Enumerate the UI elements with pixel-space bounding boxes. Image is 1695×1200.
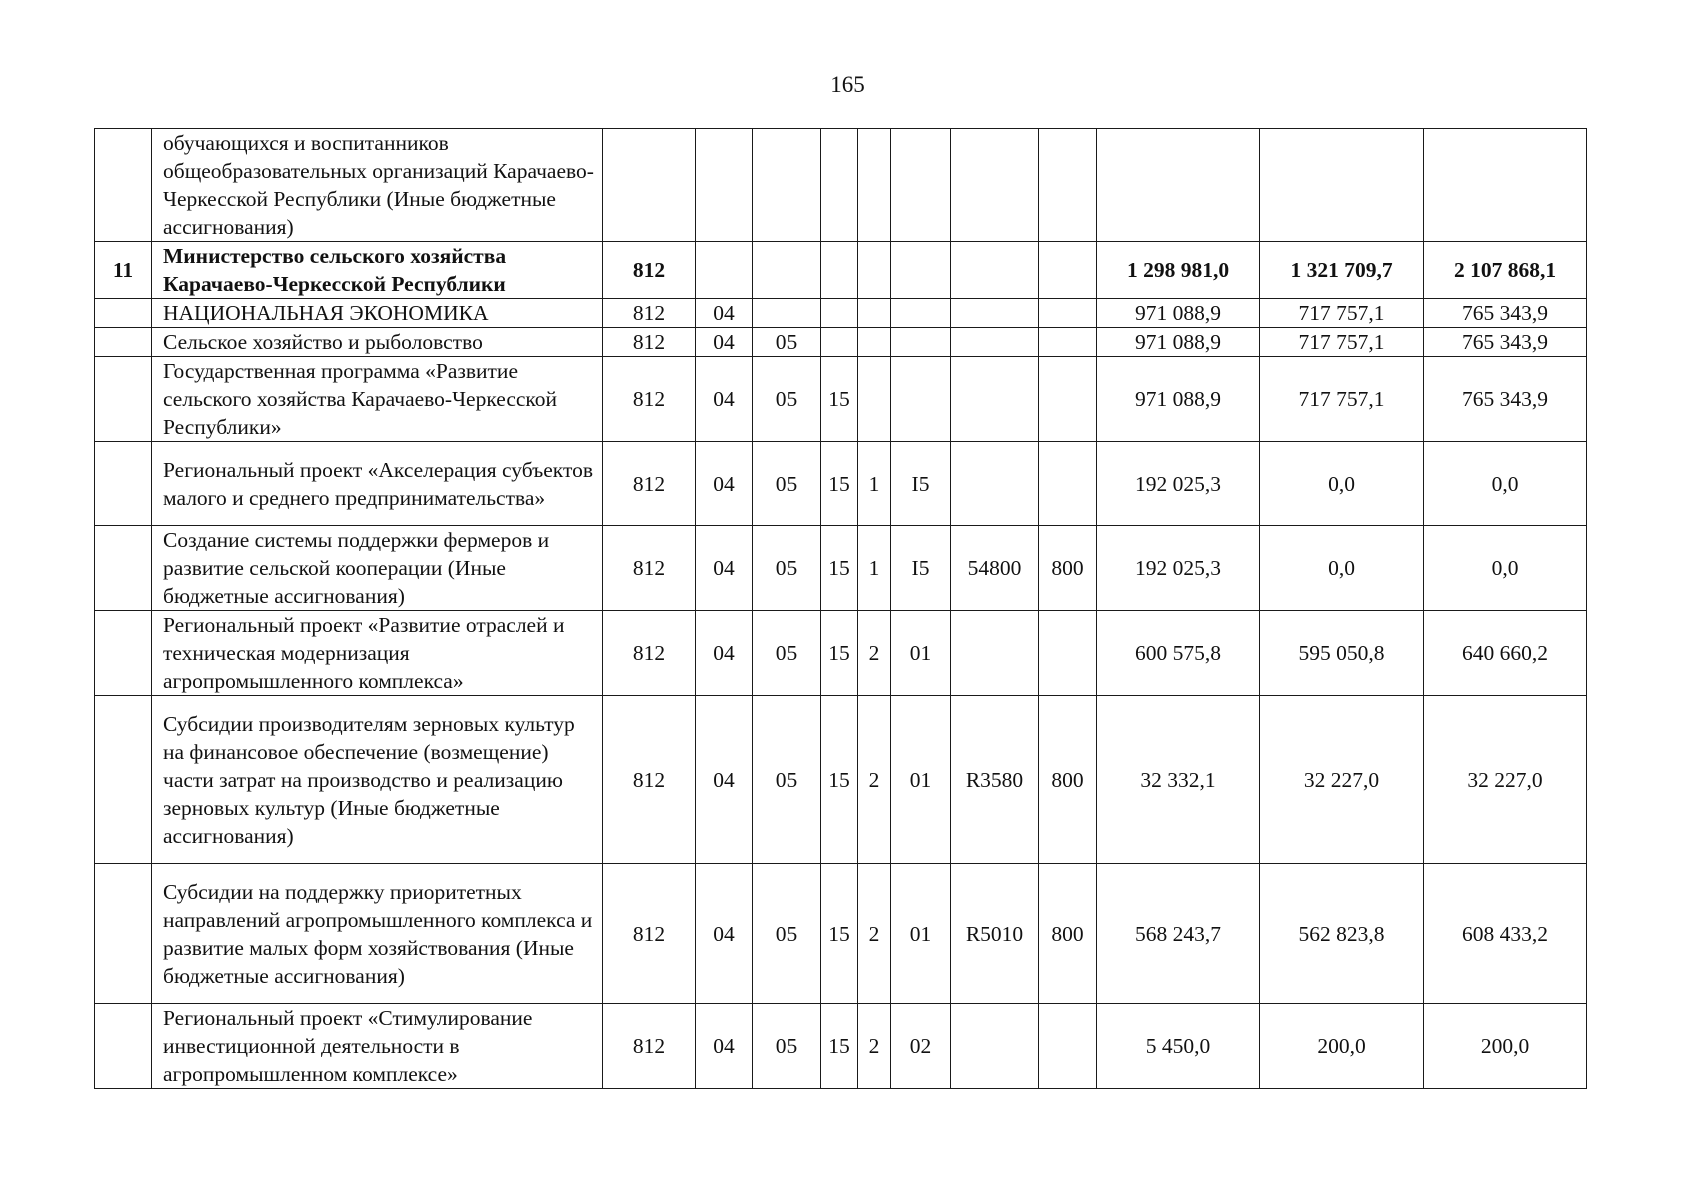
code-program: 15: [821, 696, 858, 864]
code-direction: R3580: [951, 696, 1039, 864]
amount-year-3: 608 433,2: [1424, 864, 1587, 1004]
row-name: Государственная программа «Развитие сельского хозяйства Карачаево-Черкесской Республики»: [152, 357, 603, 442]
table-row: [95, 242, 1587, 299]
code-ved: 812: [603, 864, 696, 1004]
code-direction: [951, 328, 1039, 357]
code-section: 04: [696, 328, 753, 357]
code-subprogram: [858, 357, 891, 442]
code-program: 15: [821, 526, 858, 611]
amount-year-3: 32 227,0: [1424, 696, 1587, 864]
code-subprogram: 1: [858, 442, 891, 526]
code-section: 04: [696, 357, 753, 442]
code-expense-type: [1039, 129, 1097, 242]
code-expense-type: [1039, 242, 1097, 299]
amount-year-3: 765 343,9: [1424, 299, 1587, 328]
code-subsection: [753, 129, 821, 242]
code-section: 04: [696, 696, 753, 864]
row-name: Региональный проект «Развитие отраслей и техническая модернизация агропромышленного комплекса»: [152, 611, 603, 696]
code-program: 15: [821, 1004, 858, 1089]
code-subsection: 05: [753, 328, 821, 357]
code-section: [696, 242, 753, 299]
code-direction: [951, 611, 1039, 696]
code-expense-type: [1039, 357, 1097, 442]
code-ved: 812: [603, 696, 696, 864]
code-direction: 54800: [951, 526, 1039, 611]
code-program: 15: [821, 442, 858, 526]
row-number: [95, 129, 152, 242]
row-number: [95, 526, 152, 611]
row-name: Субсидии на поддержку приоритетных направлений агропромышленного комплекса и развитие малых форм хозяйствования (Иные бюджетные ассигнования): [152, 864, 603, 1004]
row-number: [95, 611, 152, 696]
code-section: 04: [696, 299, 753, 328]
code-expense-type: [1039, 611, 1097, 696]
amount-year-3: 640 660,2: [1424, 611, 1587, 696]
amount-year-1: 192 025,3: [1097, 526, 1260, 611]
table-row: [95, 696, 1587, 864]
amount-year-1: [1097, 129, 1260, 242]
amount-year-2: 595 050,8: [1260, 611, 1424, 696]
table-row: [95, 864, 1587, 1004]
code-direction: [951, 299, 1039, 328]
code-ved: 812: [603, 1004, 696, 1089]
code-program: [821, 242, 858, 299]
table-row: [95, 299, 1587, 328]
code-ved: 812: [603, 242, 696, 299]
row-number: [95, 442, 152, 526]
table-row: [95, 611, 1587, 696]
code-project: 01: [891, 864, 951, 1004]
code-program: 15: [821, 357, 858, 442]
row-number: 11: [95, 242, 152, 299]
code-subprogram: [858, 242, 891, 299]
code-expense-type: [1039, 442, 1097, 526]
amount-year-3: [1424, 129, 1587, 242]
code-program: 15: [821, 611, 858, 696]
row-number: [95, 1004, 152, 1089]
code-subprogram: 2: [858, 696, 891, 864]
amount-year-1: 971 088,9: [1097, 328, 1260, 357]
amount-year-2: 0,0: [1260, 442, 1424, 526]
code-section: [696, 129, 753, 242]
row-number: [95, 328, 152, 357]
code-project: 01: [891, 611, 951, 696]
code-subprogram: [858, 328, 891, 357]
row-name: Региональный проект «Стимулирование инвестиционной деятельности в агропромышленном комплексе»: [152, 1004, 603, 1089]
row-name: НАЦИОНАЛЬНАЯ ЭКОНОМИКА: [152, 299, 603, 328]
table-row: [95, 328, 1587, 357]
code-project: [891, 328, 951, 357]
code-project: 01: [891, 696, 951, 864]
code-direction: [951, 357, 1039, 442]
amount-year-1: 5 450,0: [1097, 1004, 1260, 1089]
code-expense-type: [1039, 328, 1097, 357]
code-ved: 812: [603, 357, 696, 442]
page-bottom-margin: [0, 1170, 1695, 1171]
code-subsection: 05: [753, 864, 821, 1004]
code-section: 04: [696, 442, 753, 526]
amount-year-3: 200,0: [1424, 1004, 1587, 1089]
code-subsection: 05: [753, 696, 821, 864]
code-ved: 812: [603, 442, 696, 526]
code-expense-type: 800: [1039, 526, 1097, 611]
page-number: 165: [830, 72, 865, 97]
code-section: 04: [696, 611, 753, 696]
code-project: I5: [891, 526, 951, 611]
amount-year-1: 600 575,8: [1097, 611, 1260, 696]
row-name: Создание системы поддержки фермеров и развитие сельской кооперации (Иные бюджетные ассигнования): [152, 526, 603, 611]
code-subsection: [753, 242, 821, 299]
code-direction: [951, 242, 1039, 299]
amount-year-1: 192 025,3: [1097, 442, 1260, 526]
row-name: Субсидии производителям зерновых культур на финансовое обеспечение (возмещение) части затрат на производство и реализацию зерновых культур (Иные бюджетные ассигнования): [152, 696, 603, 864]
code-expense-type: [1039, 1004, 1097, 1089]
amount-year-2: 717 757,1: [1260, 299, 1424, 328]
amount-year-3: 0,0: [1424, 442, 1587, 526]
code-ved: 812: [603, 328, 696, 357]
amount-year-3: 765 343,9: [1424, 328, 1587, 357]
row-number: [95, 864, 152, 1004]
code-project: [891, 299, 951, 328]
amount-year-1: 971 088,9: [1097, 357, 1260, 442]
code-direction: [951, 129, 1039, 242]
amount-year-2: 1 321 709,7: [1260, 242, 1424, 299]
code-expense-type: [1039, 299, 1097, 328]
code-project: [891, 129, 951, 242]
amount-year-2: 717 757,1: [1260, 357, 1424, 442]
amount-year-2: 717 757,1: [1260, 328, 1424, 357]
code-ved: 812: [603, 611, 696, 696]
code-subsection: 05: [753, 611, 821, 696]
code-expense-type: 800: [1039, 696, 1097, 864]
amount-year-2: [1260, 129, 1424, 242]
code-subsection: 05: [753, 442, 821, 526]
code-ved: [603, 129, 696, 242]
amount-year-2: 562 823,8: [1260, 864, 1424, 1004]
amount-year-3: 765 343,9: [1424, 357, 1587, 442]
code-subsection: 05: [753, 1004, 821, 1089]
code-subprogram: 2: [858, 611, 891, 696]
row-name: Сельское хозяйство и рыболовство: [152, 328, 603, 357]
amount-year-3: 0,0: [1424, 526, 1587, 611]
code-section: 04: [696, 526, 753, 611]
code-section: 04: [696, 1004, 753, 1089]
amount-year-1: 32 332,1: [1097, 696, 1260, 864]
code-direction: [951, 442, 1039, 526]
amount-year-1: 568 243,7: [1097, 864, 1260, 1004]
code-program: [821, 299, 858, 328]
code-ved: 812: [603, 299, 696, 328]
code-subprogram: [858, 129, 891, 242]
row-name: Министерство сельского хозяйства Карачаево-Черкесской Республики: [152, 242, 603, 299]
code-subprogram: [858, 299, 891, 328]
code-program: [821, 129, 858, 242]
amount-year-1: 971 088,9: [1097, 299, 1260, 328]
code-section: 04: [696, 864, 753, 1004]
code-ved: 812: [603, 526, 696, 611]
amount-year-3: 2 107 868,1: [1424, 242, 1587, 299]
row-name: Региональный проект «Акселерация субъектов малого и среднего предпринимательства»: [152, 442, 603, 526]
row-number: [95, 357, 152, 442]
amount-year-1: 1 298 981,0: [1097, 242, 1260, 299]
budget-table: [94, 128, 1587, 1089]
code-subsection: 05: [753, 357, 821, 442]
table-body: [95, 129, 1587, 1089]
code-subprogram: 2: [858, 864, 891, 1004]
row-number: [95, 299, 152, 328]
code-project: I5: [891, 442, 951, 526]
code-subprogram: 1: [858, 526, 891, 611]
table-row: [95, 357, 1587, 442]
code-direction: [951, 1004, 1039, 1089]
code-project: [891, 357, 951, 442]
table-row: [95, 442, 1587, 526]
row-number: [95, 696, 152, 864]
amount-year-2: 32 227,0: [1260, 696, 1424, 864]
code-direction: R5010: [951, 864, 1039, 1004]
code-program: [821, 328, 858, 357]
table-row: [95, 129, 1587, 242]
amount-year-2: 200,0: [1260, 1004, 1424, 1089]
code-subsection: 05: [753, 526, 821, 611]
code-subsection: [753, 299, 821, 328]
code-subprogram: 2: [858, 1004, 891, 1089]
code-program: 15: [821, 864, 858, 1004]
code-expense-type: 800: [1039, 864, 1097, 1004]
amount-year-2: 0,0: [1260, 526, 1424, 611]
table-row: [95, 1004, 1587, 1089]
table-row: [95, 526, 1587, 611]
code-project: 02: [891, 1004, 951, 1089]
row-name: обучающихся и воспитанников общеобразовательных организаций Карачаево-Черкесской Республики (Иные бюджетные ассигнования): [152, 129, 603, 242]
code-project: [891, 242, 951, 299]
